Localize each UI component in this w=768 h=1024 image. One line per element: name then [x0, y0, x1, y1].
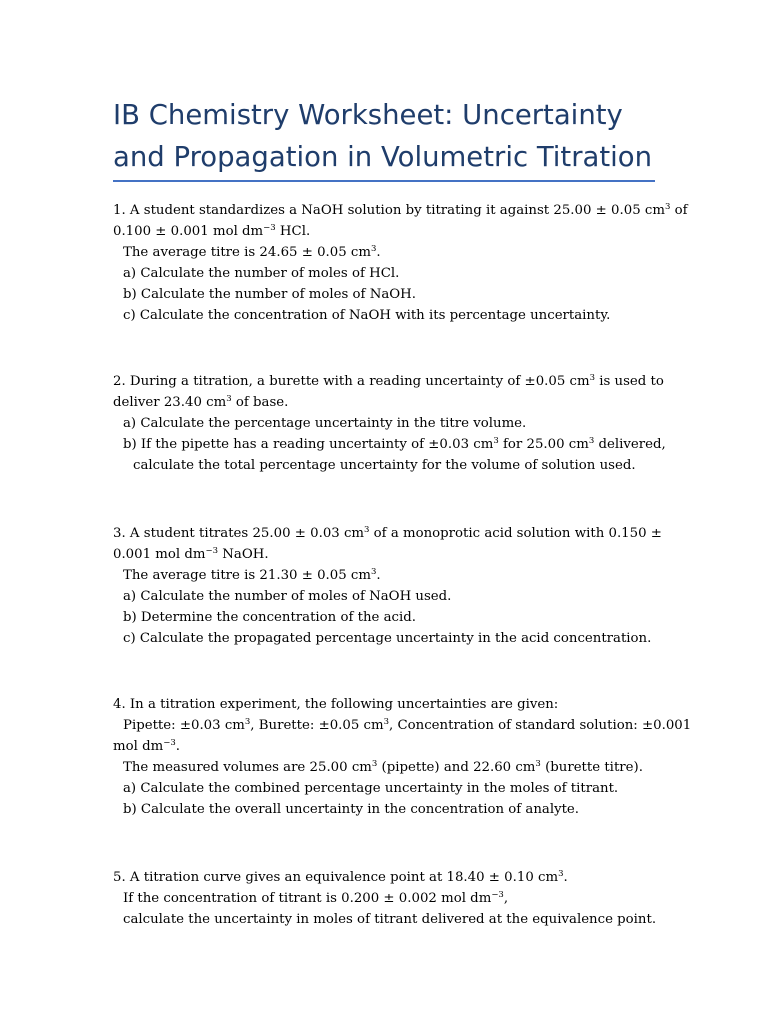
- question-part-b-continued: calculate the total percentage uncertainty for the volume of solution used.: [133, 458, 636, 473]
- question-line: mol $dm^{-3}$.: [113, 738, 180, 754]
- title-line-1: IB Chemistry Worksheet: Uncertainty: [113, 99, 623, 131]
- question-1: [113, 200, 688, 326]
- question-part-a: a) Calculate the number of moles of HCl.: [123, 266, 400, 281]
- question-line: Pipette: ±0.03 $cm^3$, Burette: ±0.05 $cm^3$, Concentration of standard solution: ±0.001: [123, 717, 692, 733]
- question-5: [113, 867, 658, 930]
- question-part-a: a) Calculate the number of moles of NaOH used.: [123, 589, 452, 604]
- question-line: calculate the uncertainty in moles of titrant delivered at the equivalence point.: [123, 912, 657, 927]
- title-line-2: and Propagation in Volumetric Titration: [113, 141, 653, 173]
- question-line: 1. A student standardizes a NaOH solution by titrating it against 25.00 ± 0.05 $cm^3$ of: [113, 202, 688, 218]
- question-3: [113, 523, 662, 649]
- question-part-b: b) Calculate the number of moles of NaOH.: [123, 287, 416, 302]
- question-part-b: b) Calculate the overall uncertainty in the concentration of analyte.: [123, 802, 580, 817]
- question-line: 0.100 ± 0.001 mol $dm^{-3}$ HCl.: [113, 223, 311, 239]
- question-line: 4. In a titration experiment, the following uncertainties are given:: [113, 697, 559, 712]
- page-title: [113, 94, 658, 178]
- question-line: The average titre is 24.65 ± 0.05 $cm^3$.: [123, 244, 381, 260]
- question-2: [113, 371, 666, 476]
- question-part-c: c) Calculate the concentration of NaOH with its percentage uncertainty.: [123, 308, 611, 323]
- title-divider: [113, 180, 655, 182]
- question-part-b: b) Determine the concentration of the acid.: [123, 610, 416, 625]
- question-part-a: a) Calculate the combined percentage uncertainty in the moles of titrant.: [123, 781, 619, 796]
- question-part-a: a) Calculate the percentage uncertainty in the titre volume.: [123, 416, 527, 431]
- question-line: deliver 23.40 $cm^3$ of base.: [113, 394, 289, 410]
- question-line: If the concentration of titrant is 0.200 ± 0.002 mol $dm^{-3}$,: [123, 890, 509, 906]
- question-line: The measured volumes are 25.00 $cm^3$ (pipette) and 22.60 $cm^3$ (burette titre).: [123, 759, 643, 775]
- question-part-b: b) If the pipette has a reading uncertainty of ±0.03 $cm^3$ for 25.00 $cm^3$ delivered,: [123, 436, 666, 452]
- question-part-c: c) Calculate the propagated percentage uncertainty in the acid concentration.: [123, 631, 652, 646]
- question-line: 5. A titration curve gives an equivalence point at 18.40 ± 0.10 $cm^3$.: [113, 869, 568, 885]
- question-line: 0.001 mol $dm^{-3}$ NaOH.: [113, 546, 269, 562]
- question-4: [113, 694, 692, 820]
- question-line: 3. A student titrates 25.00 ± 0.03 $cm^3$ of a monoprotic acid solution with 0.150 ±: [113, 525, 662, 541]
- question-line: The average titre is 21.30 ± 0.05 $cm^3$.: [123, 567, 381, 583]
- question-line: 2. During a titration, a burette with a reading uncertainty of ±0.05 $cm^3$ is used to: [113, 373, 664, 389]
